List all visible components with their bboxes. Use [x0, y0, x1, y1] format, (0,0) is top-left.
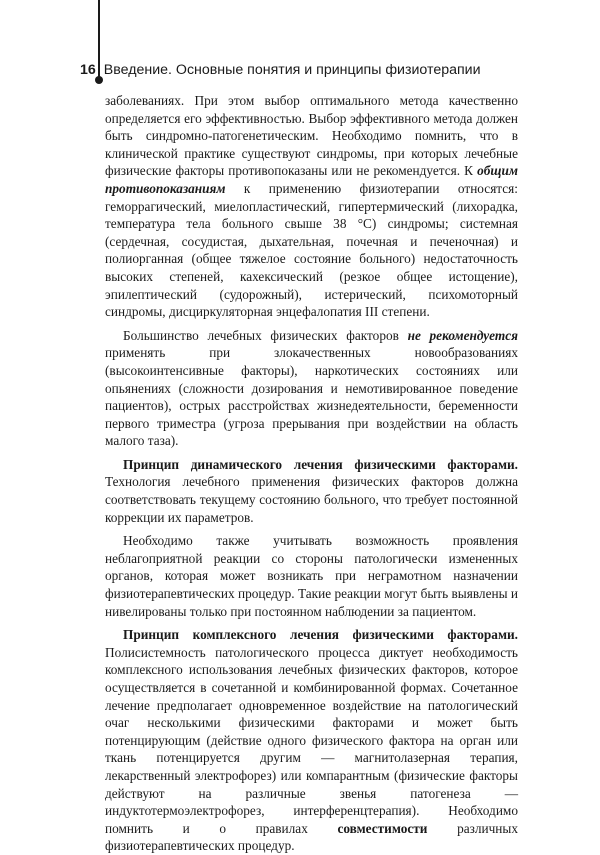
p5-bold-term: совместимости: [337, 820, 428, 836]
paragraph-5: [105, 626, 518, 855]
p1-bold-italic-term: общим противопоказаниям: [105, 163, 518, 196]
p3-text-c: Технология лечебного применения физических факторов должна соответствовать текущему состоянию больного, что требует постоянной коррекции их параметров.: [105, 474, 518, 525]
p1-text-a: заболеваниях. При этом выбор оптимального метода качественно определяется его эффективностью. Выбор эффективного метода должен быть синдромно-патогенетическим. Необходимо помнить, что в клинической практике существуют синдромы, при которых лечебные физические факторы противопоказаны или не рекомендуется. К: [105, 93, 518, 179]
paragraph-2: [105, 327, 518, 450]
paragraph-4: [105, 532, 518, 620]
p5-bold-heading: Принцип комплексного лечения физическими факторами.: [123, 627, 518, 643]
running-header: [80, 62, 481, 82]
p2-text-c: применять при злокачественных новообразованиях (высокоинтенсивные факторы), наркотических состояниях или опьянениях (сложности дозирования и немотивированное поведение пациентов), острых расстройствах жизнедеятельности, беременности первого триместра (угроза прерывания при воздействии на область малого таза).: [105, 345, 518, 449]
p2-bold-italic-term: не рекомендуется: [407, 327, 518, 343]
p1-text-c: к применению физиотерапии относятся: геморрагический, миелопластический, гипертермический (лихорадка, температура тела больного свыше 38 °С) синдромы; системная (сердечная, сосудистая, дыхательная, почечная и печеночная) и полиорганная (общее тяжелое состояние больного) недостаточность высоких степеней, кахексический (резкое общее истощение), эпилептический (судорожный), истерический, психомоторный синдромы, дисциркуляторная энцефалопатия III степени.: [105, 180, 518, 320]
p5-text-e: различных физиотерапевтических процедур.: [105, 820, 519, 854]
body-text: [105, 92, 518, 855]
p5-text-c: Полисистемность патологического процесса диктует необходимость комплексного использования лечебных физических факторов, которое осуществляется в сочетанной и комбинированной формах. Сочетанное лечение предполагает одновременное воздействие на патологический очаг несколькими физическими факторами и может быть потенцирующим (действие одного физического фактора на орган или ткань потенцируется другим — магнитолазерная терапия, лекарственный электрофорез) или компарантным (физические факторы действуют на различные звенья патогенеза — индуктотермоэлектрофорез, интерференцтерапия). Необходимо помнить и о правилах: [105, 644, 518, 836]
page-number: 16: [80, 62, 96, 78]
paragraph-3: [105, 456, 518, 526]
p3-bold-heading: Принцип динамического лечения физическими факторами.: [123, 456, 518, 472]
paragraph-1: [105, 92, 518, 321]
running-header-title: Введение. Основные понятия и принципы физиотерапии: [103, 62, 481, 78]
p2-text-a: Большинство лечебных физических факторов: [123, 327, 408, 343]
p4-text-a: Необходимо также учитывать возможность проявления неблагоприятной реакции со стороны патологически измененных органов, которая может возникать при неграмотном назначении физиотерапевтических процедур. Такие реакции могут быть выявлены и нивелированы только при постоянном наблюдении за пациентом.: [105, 533, 518, 619]
